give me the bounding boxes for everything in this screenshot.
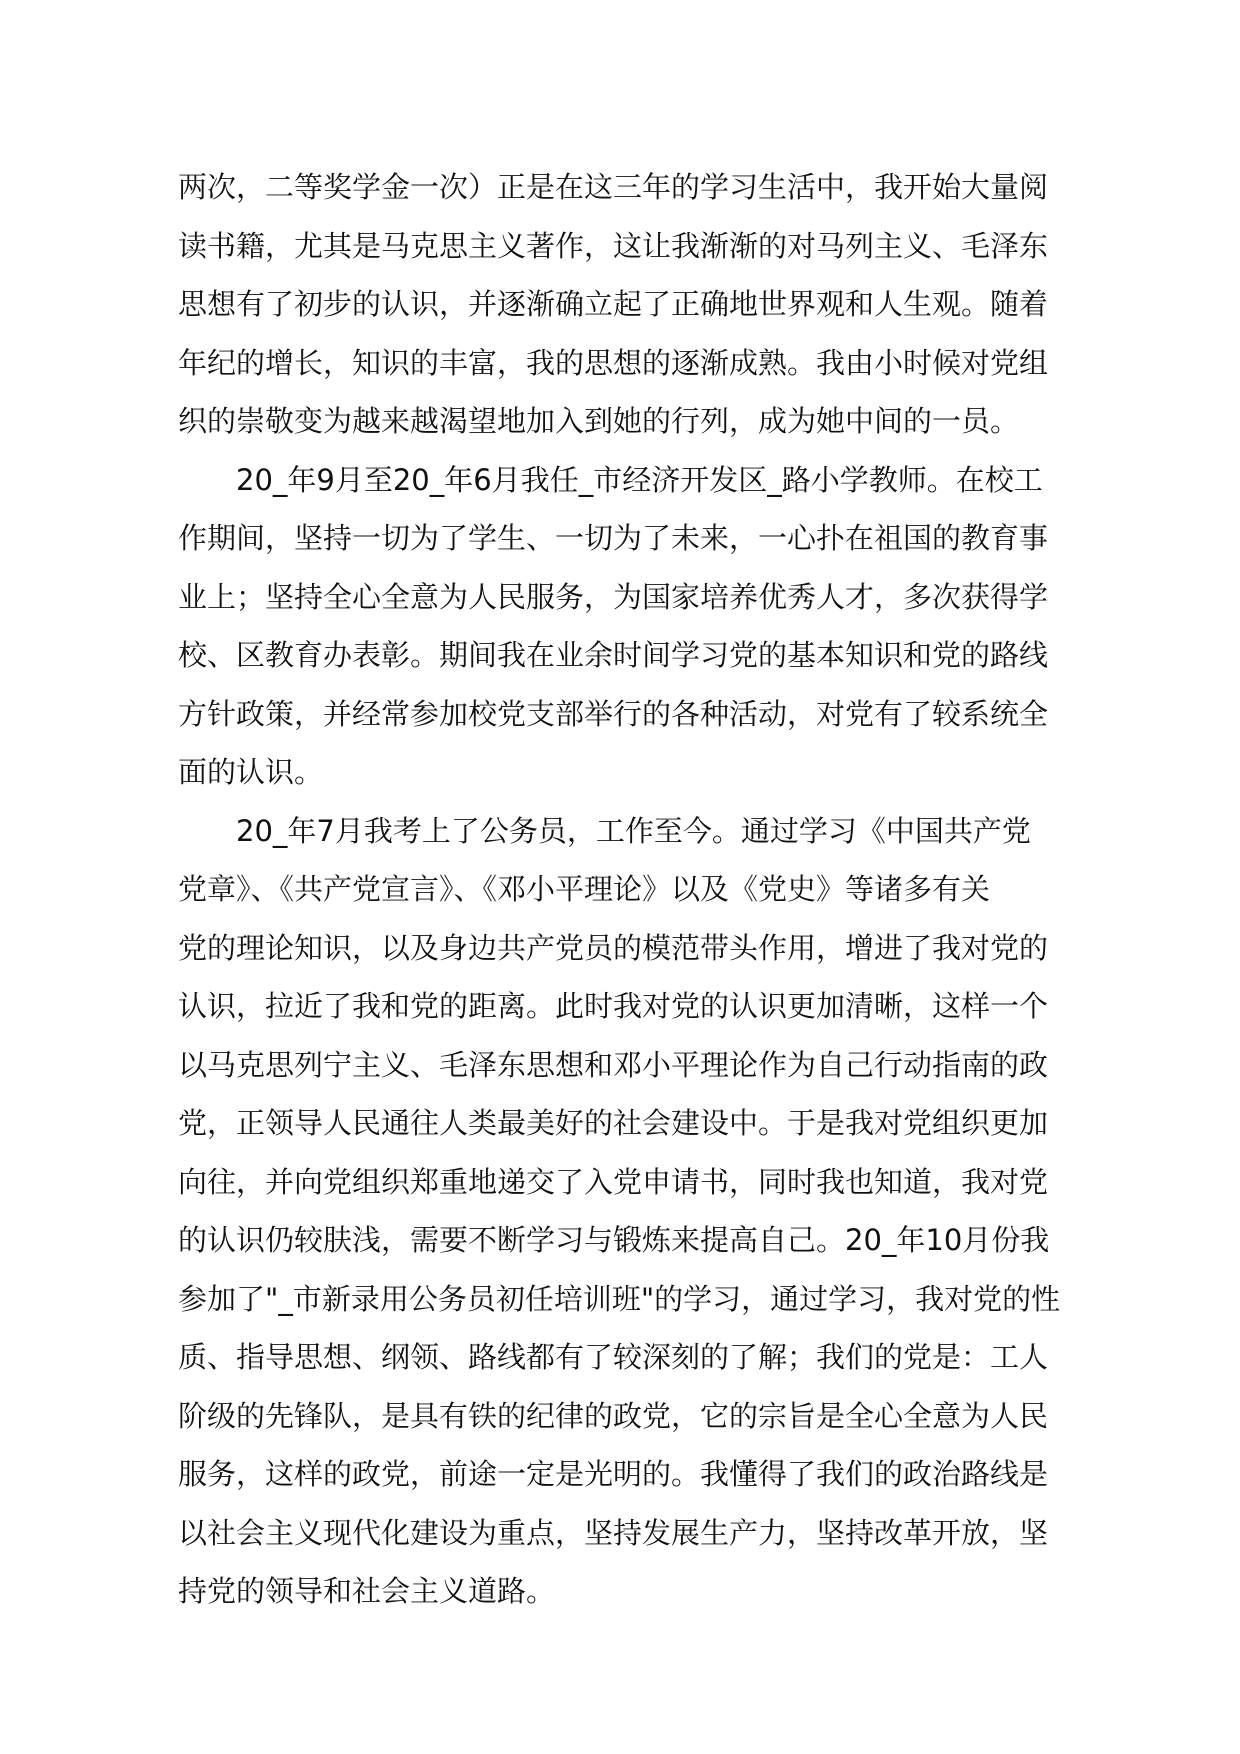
text-line: 阶级的先锋队，是具有铁的纪律的政党，它的宗旨是全心全意为人民 (178, 1398, 1049, 1433)
text-line: 织的崇敬变为越来越渴望地加入到她的行列，成为她中间的一员。 (178, 404, 1020, 438)
text-line: 方针政策，并经常参加校党支部举行的各种活动，对党有了较系统全 (178, 696, 1049, 731)
text-line: 党章》、《共产党宣言》、《邓小平理论》以及《党史》等诸多有关 (178, 872, 991, 906)
text-line: 认识，拉近了我和党的距离。此时我对党的认识更加清晰，这样一个 (178, 989, 1049, 1023)
document-body (178, 158, 1078, 1621)
text-line: 面的认识。 (178, 755, 324, 789)
text-line: 质、指导思想、纲领、路线都有了较深刻的了解；我们的党是：工人 (178, 1340, 1049, 1374)
text-line: 向往，并向党组织郑重地递交了入党申请书，同时我也知道，我对党 (178, 1164, 1049, 1199)
text-line: 两次，二等奖学金一次）正是在这三年的学习生活中，我开始大量阅 (178, 170, 1049, 204)
text-line: 的认识仍较肤浅，需要不断学习与锻炼来提高自己。20_年10月份我 (178, 1223, 1050, 1257)
text-line: 20_年7月我考上了公务员，工作至今。通过学习《中国共产党 (236, 813, 1031, 848)
text-line: 服务，这样的政党，前途一定是光明的。我懂得了我们的政治路线是 (178, 1457, 1049, 1491)
text-line: 持党的领导和社会主义道路。 (178, 1574, 556, 1608)
text-line: 业上；坚持全心全意为人民服务，为国家培养优秀人才，多次获得学 (178, 579, 1049, 614)
text-line: 读书籍，尤其是马克思主义著作，这让我渐渐的对马列主义、毛泽东 (178, 228, 1049, 263)
text-line: 年纪的增长，知识的丰富，我的思想的逐渐成熟。我由小时候对党组 (178, 345, 1049, 380)
text-line: 校、区教育办表彰。期间我在业余时间学习党的基本知识和党的路线 (178, 638, 1049, 672)
text-line: 党的理论知识，以及身边共产党员的模范带头作用，增进了我对党的 (178, 930, 1049, 965)
text-line: 党，正领导人民通往人类最美好的社会建设中。于是我对党组织更加 (178, 1106, 1049, 1140)
text-line: 以社会主义现代化建设为重点，坚持发展生产力，坚持改革开放，坚 (178, 1515, 1049, 1550)
text-line: 以马克思列宁主义、毛泽东思想和邓小平理论作为自己行动指南的政 (178, 1047, 1049, 1082)
text-line: 20_年9月至20_年6月我任_市经济开发区_路小学教师。在校工 (236, 462, 1043, 497)
paragraph-3 (178, 802, 1078, 1621)
text-line: 思想有了初步的认识，并逐渐确立起了正确地世界观和人生观。随着 (178, 287, 1049, 321)
paragraph-2 (178, 451, 1078, 802)
text-line: 作期间，坚持一切为了学生、一切为了未来，一心扑在祖国的教育事 (178, 521, 1049, 555)
text-line: 参加了"_市新录用公务员初任培训班"的学习，通过学习，我对党的性 (178, 1281, 1061, 1316)
paragraph-1 (178, 158, 1078, 451)
